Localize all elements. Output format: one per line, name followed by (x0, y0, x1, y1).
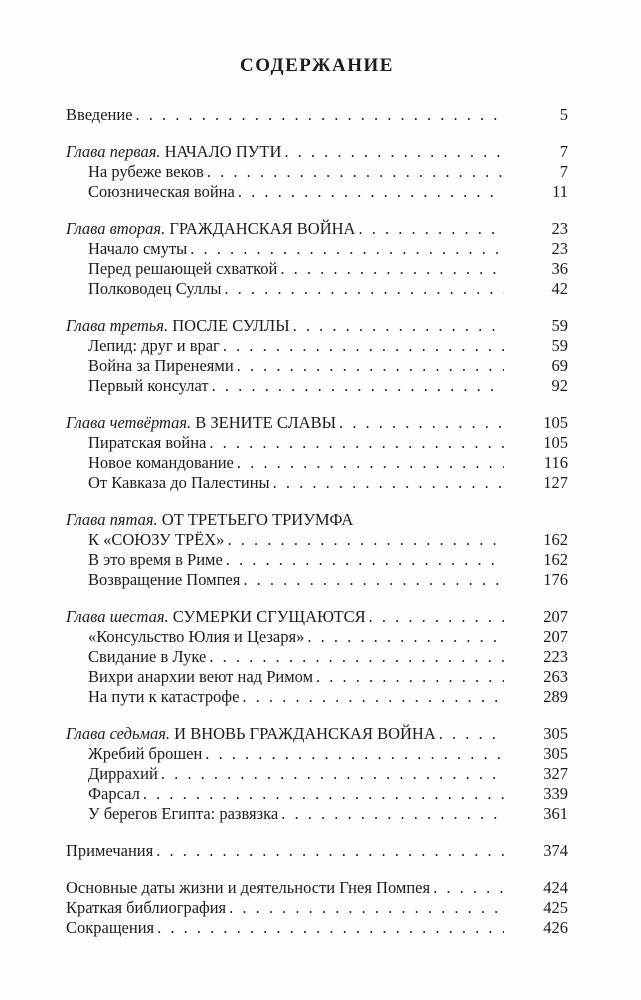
toc-page-number: 116 (543, 453, 568, 472)
toc-page-number: 176 (543, 570, 568, 589)
toc-entry-label (88, 647, 206, 667)
toc-row (66, 279, 568, 299)
toc-page-number: 127 (543, 473, 568, 492)
toc-entry-label (66, 724, 436, 744)
entry-title: Основные даты жизни и деятельности Гнея Помпея (66, 878, 431, 897)
toc-entry-label (88, 804, 278, 824)
toc-entry-label (88, 433, 206, 453)
toc-section (66, 413, 568, 493)
entry-title: Перед решающей схваткой (88, 259, 278, 278)
entry-title: Жребий брошен (88, 744, 203, 763)
toc-page-number: 7 (559, 162, 568, 181)
toc-row (66, 898, 568, 918)
toc-entry-label (66, 142, 281, 162)
toc-section (66, 142, 568, 202)
entry-title: Первый консулат (88, 376, 209, 395)
toc-entry-label (88, 570, 240, 590)
toc-entry-label (88, 784, 140, 804)
leader-dots (235, 182, 504, 202)
toc-entry-label (88, 376, 209, 396)
toc-row (66, 259, 568, 279)
toc-entry-label (66, 898, 226, 918)
toc-page-number: 11 (552, 182, 568, 201)
entry-title: Свидание в Луке (88, 647, 207, 666)
toc-row (66, 142, 568, 162)
toc-row (66, 105, 568, 125)
chapter-number-prefix: Глава четвёртая. (66, 413, 196, 432)
toc-entry-label (66, 316, 290, 336)
toc-row (66, 413, 568, 433)
leader-dots (187, 239, 504, 259)
toc-entry-label (88, 473, 270, 493)
leader-dots (153, 841, 504, 861)
toc-row (66, 550, 568, 570)
toc-page-number: 59 (551, 316, 568, 335)
toc-page-number: 374 (543, 841, 568, 860)
entry-title: Пиратская война (88, 433, 207, 452)
toc-entry-label (66, 841, 153, 861)
toc-section (66, 510, 568, 590)
leader-dots (313, 667, 504, 687)
leader-dots (336, 413, 504, 433)
leader-dots (206, 647, 504, 667)
toc-page-number: 92 (551, 376, 568, 395)
toc-section (66, 841, 568, 861)
toc-page-number: 263 (543, 667, 568, 686)
toc-row (66, 647, 568, 667)
toc-row (66, 376, 568, 396)
chapter-number-prefix: Глава вторая. (66, 219, 170, 238)
toc-row (66, 219, 568, 239)
toc-row (66, 336, 568, 356)
leader-dots (234, 356, 504, 376)
toc-entry-label (88, 550, 223, 570)
leader-dots (290, 316, 504, 336)
entry-title: Вихри анархии веют над Римом (88, 667, 314, 686)
leader-dots (158, 764, 504, 784)
toc-row (66, 316, 568, 336)
toc-entry-label (88, 627, 304, 647)
toc-entry-label (88, 182, 235, 202)
toc-row (66, 744, 568, 764)
toc-page-number: 69 (551, 356, 568, 375)
entry-title: Примечания (66, 841, 154, 860)
toc-entry-label (66, 878, 430, 898)
toc-row (66, 453, 568, 473)
leader-dots (366, 607, 504, 627)
entry-title: Возвращение Помпея (88, 570, 241, 589)
toc-row (66, 667, 568, 687)
entry-title: К «СОЮЗУ ТРЁХ» (88, 530, 225, 549)
toc-page-number: 305 (543, 724, 568, 743)
toc-sections (66, 105, 568, 938)
toc-entry-label (66, 607, 366, 627)
toc-row (66, 356, 568, 376)
entry-title: Лепид: друг и враг (88, 336, 220, 355)
toc-page-number: 5 (559, 105, 568, 124)
entry-title: НАЧАЛО ПУТИ (164, 142, 282, 161)
leader-dots (226, 898, 504, 918)
leader-dots (202, 744, 504, 764)
toc-entry-label (66, 918, 154, 938)
entry-title: Начало смуты (88, 239, 188, 258)
toc-entry-label (88, 764, 158, 784)
toc-row (66, 918, 568, 938)
toc-entry-label (88, 279, 221, 299)
toc-row (66, 841, 568, 861)
toc-section (66, 219, 568, 299)
toc-row (66, 687, 568, 707)
toc-page-number: 289 (543, 687, 568, 706)
entry-title: У берегов Египта: развязка (88, 804, 279, 823)
leader-dots (140, 784, 504, 804)
toc-page-number: 36 (551, 259, 568, 278)
entry-title: И ВНОВЬ ГРАЖДАНСКАЯ ВОЙНА (174, 724, 436, 743)
entry-title: На пути к катастрофе (88, 687, 240, 706)
toc-row (66, 182, 568, 202)
toc-entry-label (88, 687, 239, 707)
chapter-number-prefix: Глава седьмая. (66, 724, 175, 743)
page-title: СОДЕРЖАНИЕ (240, 55, 394, 76)
entry-title: Фарсал (88, 784, 140, 803)
entry-title: Краткая библиография (66, 898, 227, 917)
leader-dots (278, 804, 504, 824)
leader-dots (281, 142, 504, 162)
leader-dots (204, 162, 504, 182)
entry-title: «Консульство Юлия и Цезаря» (88, 627, 305, 646)
toc-page-number: 207 (543, 627, 568, 646)
toc-row (66, 570, 568, 590)
toc-row (66, 878, 568, 898)
toc-row (66, 510, 568, 530)
toc-page-number: 223 (543, 647, 568, 666)
toc-page-number: 42 (551, 279, 568, 298)
toc-page-number: 424 (543, 878, 568, 897)
toc-row (66, 724, 568, 744)
toc-row (66, 784, 568, 804)
toc-page-number: 23 (551, 239, 568, 258)
toc-row (66, 162, 568, 182)
toc-row (66, 627, 568, 647)
leader-dots (240, 570, 504, 590)
toc-page-number: 59 (551, 336, 568, 355)
leader-dots (355, 219, 504, 239)
toc-row (66, 473, 568, 493)
entry-title: СУМЕРКИ СГУЩАЮТСЯ (172, 607, 366, 626)
leader-dots (277, 259, 504, 279)
toc-section (66, 607, 568, 707)
toc-entry-label (88, 667, 313, 687)
chapter-number-prefix: Глава шестая. (66, 607, 173, 626)
toc-page-number: 305 (543, 744, 568, 763)
toc-page-number: 426 (543, 918, 568, 937)
entry-title: Новое командование (88, 453, 234, 472)
entry-title: В это время в Риме (88, 550, 223, 569)
toc-row (66, 433, 568, 453)
leader-dots (220, 336, 504, 356)
toc-row (66, 804, 568, 824)
toc-section (66, 724, 568, 824)
chapter-number-prefix: Глава первая. (66, 142, 165, 161)
toc-page-number: 105 (543, 433, 568, 452)
entry-title: От Кавказа до Палестины (88, 473, 270, 492)
toc-page-number: 105 (543, 413, 568, 432)
leader-dots (234, 453, 504, 473)
toc-page-number: 425 (543, 898, 568, 917)
toc-page-number: 162 (543, 550, 568, 569)
leader-dots (154, 918, 504, 938)
toc-entry-label (88, 744, 202, 764)
entry-title: ОТ ТРЕТЬЕГО ТРИУМФА (161, 510, 354, 529)
toc-entry-label (88, 336, 220, 356)
entry-title: Союзническая война (88, 182, 235, 201)
toc-section (66, 878, 568, 938)
toc-page-number: 23 (551, 219, 568, 238)
entry-title: В ЗЕНИТЕ СЛАВЫ (195, 413, 336, 432)
leader-dots (436, 724, 504, 744)
chapter-number-prefix: Глава третья. (66, 316, 173, 335)
toc-row (66, 764, 568, 784)
leader-dots (206, 433, 504, 453)
chapter-number-prefix: Глава пятая. (66, 510, 162, 529)
toc-row (66, 607, 568, 627)
toc-entry-label (66, 510, 353, 530)
toc-entry-label (88, 239, 187, 259)
toc-section (66, 105, 568, 125)
toc-row (66, 530, 568, 550)
toc-entry-label (88, 453, 234, 473)
leader-dots (304, 627, 504, 647)
toc-page-number: 327 (543, 764, 568, 783)
entry-title: На рубеже веков (88, 162, 204, 181)
toc-row (66, 239, 568, 259)
toc-entry-label (88, 356, 234, 376)
toc-page-number: 339 (543, 784, 568, 803)
toc-entry-label (66, 413, 336, 433)
entry-title: Введение (66, 105, 133, 124)
leader-dots (430, 878, 504, 898)
toc-entry-label (88, 530, 224, 550)
entry-title: ПОСЛЕ СУЛЛЫ (172, 316, 290, 335)
leader-dots (223, 550, 504, 570)
toc-page-number: 7 (559, 142, 568, 161)
leader-dots (239, 687, 504, 707)
leader-dots (270, 473, 504, 493)
leader-dots (224, 530, 504, 550)
toc-entry-label (88, 259, 277, 279)
toc-page-number: 361 (543, 804, 568, 823)
toc-entry-label (66, 219, 355, 239)
toc-entry-label (66, 105, 133, 125)
entry-title: Полководец Суллы (88, 279, 222, 298)
entry-title: ГРАЖДАНСКАЯ ВОЙНА (169, 219, 356, 238)
toc-page-number: 162 (543, 530, 568, 549)
toc-page-number: 207 (543, 607, 568, 626)
toc-entry-label (88, 162, 204, 182)
entry-title: Война за Пиренеями (88, 356, 234, 375)
leader-dots (133, 105, 504, 125)
leader-dots (221, 279, 504, 299)
entry-title: Сокращения (66, 918, 155, 937)
leader-dots (209, 376, 504, 396)
toc-section (66, 316, 568, 396)
entry-title: Диррахий (88, 764, 158, 783)
